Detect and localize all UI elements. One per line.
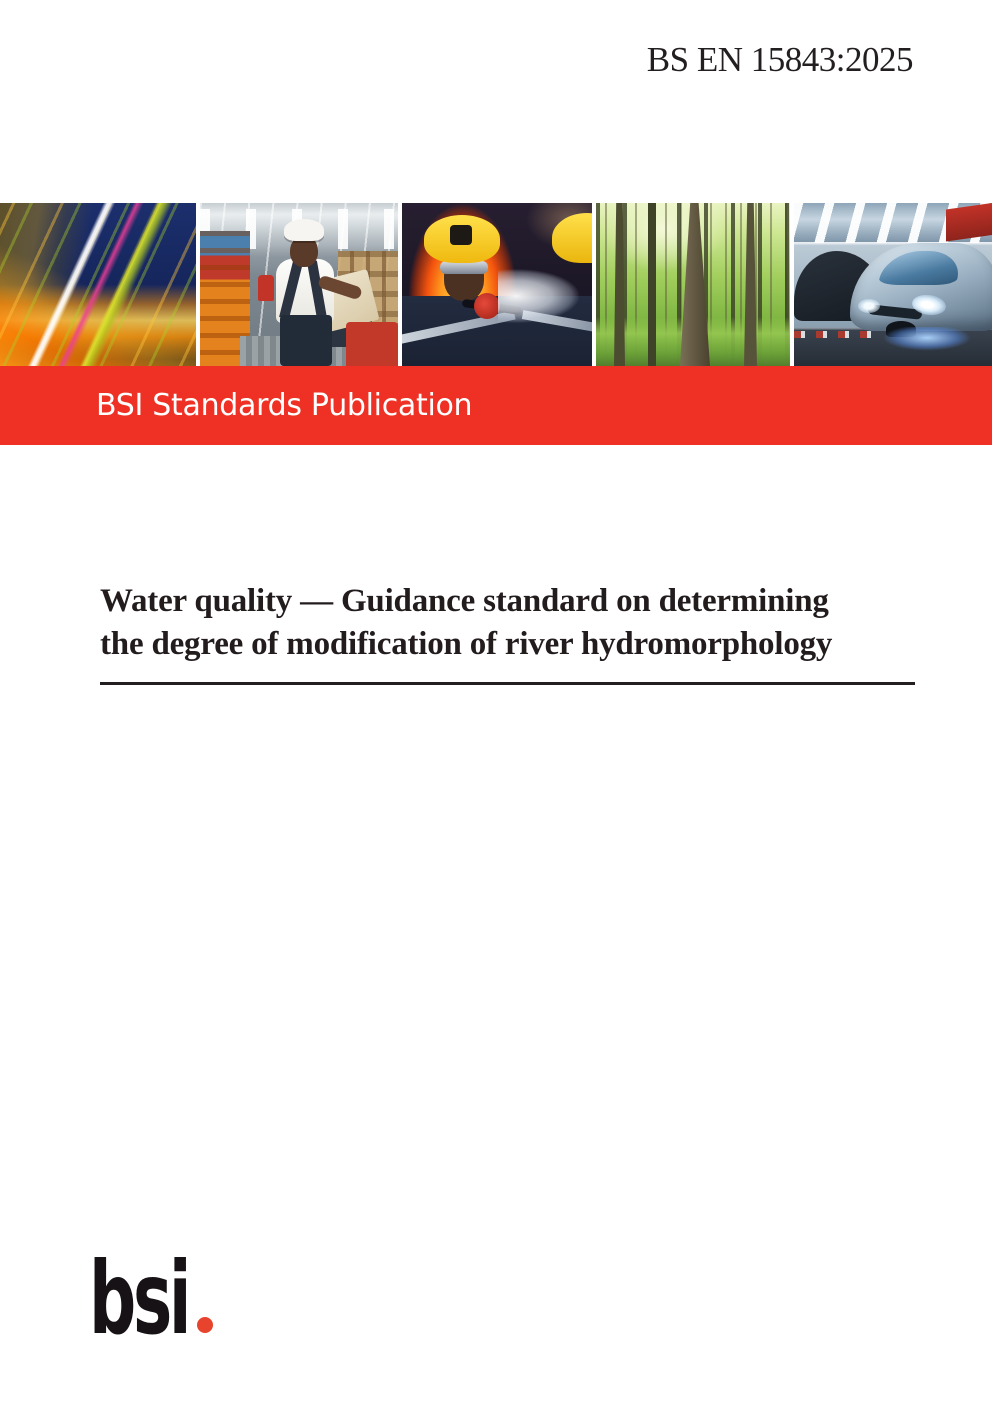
bsi-logo-dot bbox=[197, 1317, 213, 1333]
tree-trunk bbox=[680, 203, 710, 366]
bsi-logo bbox=[89, 1240, 249, 1357]
firefighter-helmet bbox=[552, 213, 592, 263]
helmet-badge bbox=[450, 225, 472, 245]
under-car-glow bbox=[872, 327, 982, 363]
document-reference: BS EN 15843:2025 bbox=[646, 40, 913, 79]
photo-car-assembly-line bbox=[794, 203, 992, 366]
title-line-2: the degree of modification of river hydromorphology bbox=[100, 626, 833, 662]
title-line-1: Water quality — Guidance standard on determining bbox=[100, 583, 829, 619]
photo-forest-trees bbox=[596, 203, 790, 366]
photo-warehouse-worker bbox=[200, 203, 398, 366]
photo-banner bbox=[0, 203, 992, 366]
tree-trunk bbox=[744, 203, 757, 366]
photo-firefighters bbox=[402, 203, 592, 366]
document-title bbox=[100, 580, 940, 666]
floor-markings bbox=[794, 331, 874, 338]
publication-banner bbox=[0, 366, 992, 445]
water-spray bbox=[498, 261, 592, 331]
warehouse-distant-worker bbox=[258, 275, 274, 301]
hose-nozzle bbox=[474, 293, 500, 319]
photo-night-traffic-light-trails bbox=[0, 203, 196, 366]
warehouse-red-bin bbox=[346, 322, 398, 366]
worker-cap bbox=[284, 219, 324, 241]
title-underline bbox=[100, 682, 915, 685]
tree-trunk bbox=[648, 203, 656, 366]
factory-red-structure bbox=[946, 203, 992, 241]
car-headlight bbox=[858, 299, 880, 313]
worker-apron bbox=[280, 315, 332, 366]
bsi-logo-text: bsi bbox=[89, 1240, 189, 1357]
publication-banner-label: BSI Standards Publication bbox=[96, 388, 473, 423]
tree-trunk bbox=[614, 203, 625, 366]
